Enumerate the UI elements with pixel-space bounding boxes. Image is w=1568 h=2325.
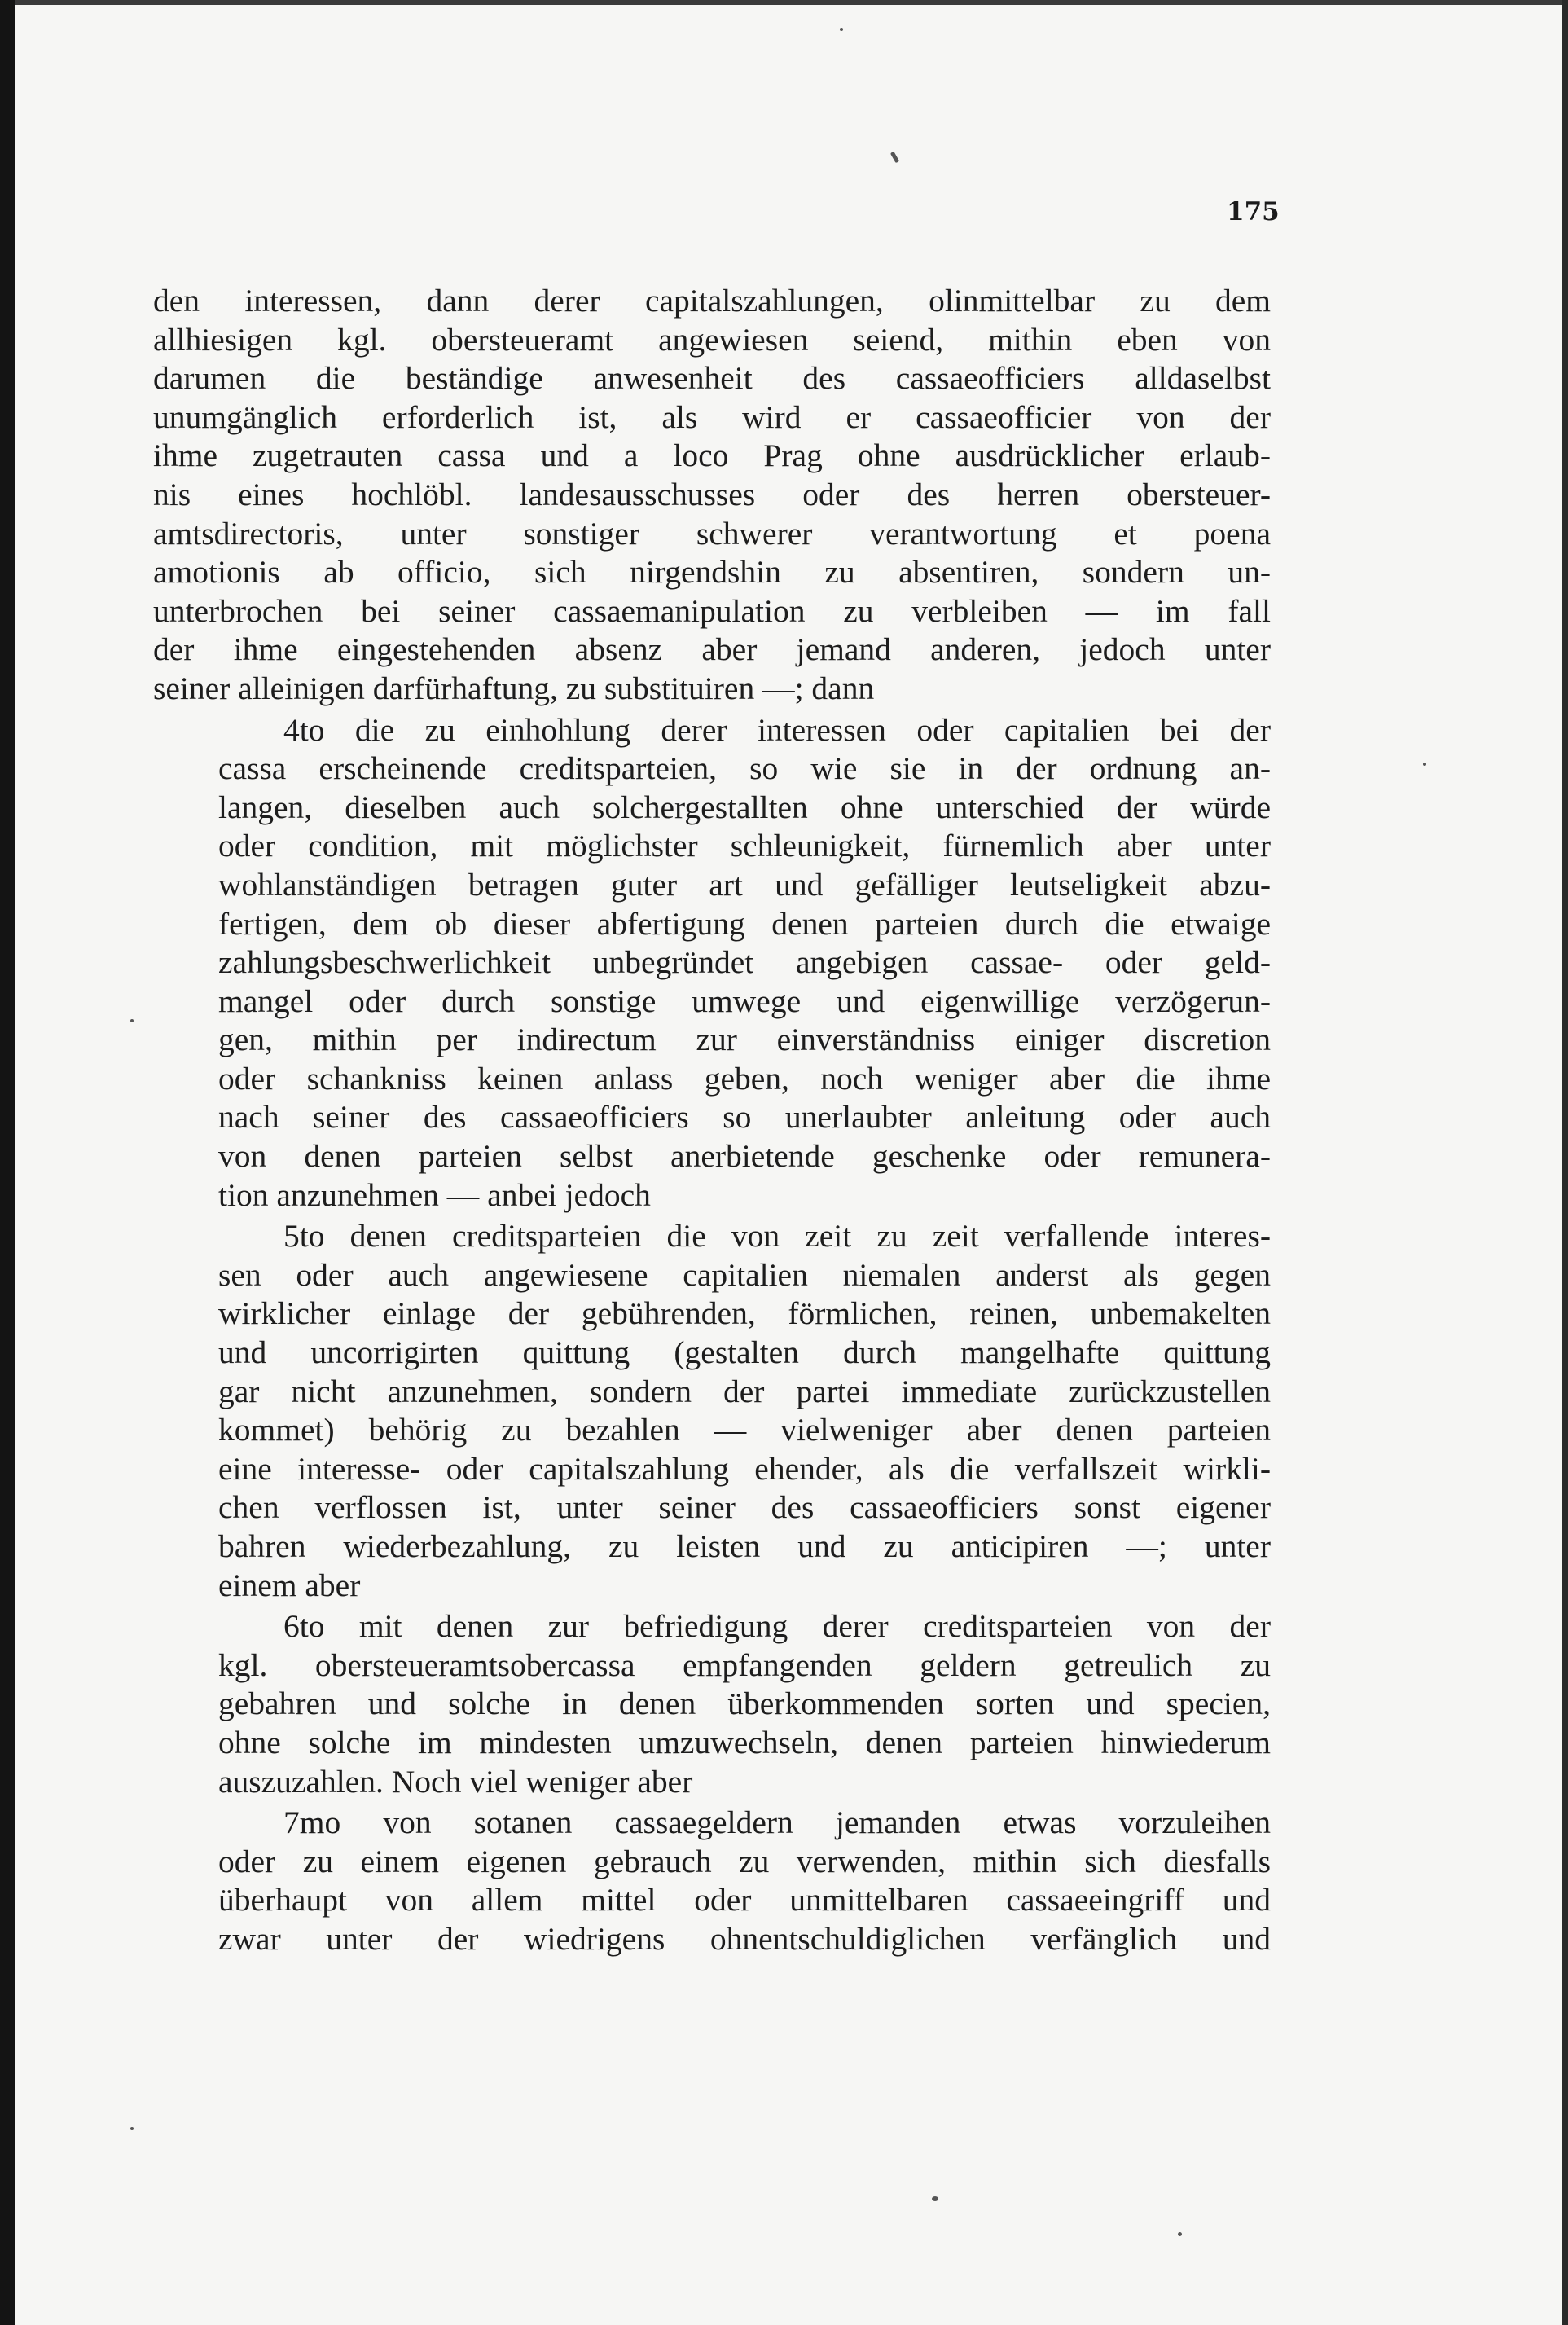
text-line: seiner alleinigen darfürhaftung, zu substituiren —; dann [153, 670, 875, 706]
text-line: kommet) behörig zu bezahlen — vielweniger aber denen parteien [218, 1412, 1271, 1448]
text-line: bahren wiederbezahlung, zu leisten und zu anticipiren —; unter [218, 1528, 1271, 1564]
text-line: oder schankniss keinen anlass geben, noch weniger aber die ihme [218, 1060, 1271, 1097]
text-line: unumgänglich erforderlich ist, als wird er cassaeofficier von der [153, 398, 1271, 435]
text-line: cassa erscheinende creditsparteien, so wie sie in der ordnung an- [218, 750, 1271, 787]
text-line: darumen die beständige anwesenheit des cassaeofficiers alldaselbst [153, 360, 1271, 397]
text-line: 4to die zu einhohlung derer interessen oder capitalien bei der [283, 711, 1271, 748]
text-line: chen verflossen ist, unter seiner des cassaeofficiers sonst eigener [218, 1489, 1271, 1526]
scan-speck [130, 2127, 134, 2130]
text-line: nach seiner des cassaeofficiers so unerlaubter anleitung oder auch [218, 1099, 1271, 1136]
scan-speck [890, 152, 899, 164]
text-line: 6to mit denen zur befriedigung derer creditsparteien von der [283, 1608, 1271, 1645]
text-line: 7mo von sotanen cassaegeldern jemanden etwas vorzuleihen [283, 1804, 1271, 1841]
text-line: langen, dieselben auch solchergestallten ohne unterschied der würde [218, 789, 1271, 825]
text-line: zwar unter der wiedrigens ohnentschuldiglichen verfänglich und [218, 1920, 1271, 1957]
text-line: gar nicht anzunehmen, sondern der partei immediate zurückzustellen [218, 1373, 1271, 1409]
text-line: mangel oder durch sonstige umwege und eigenwillige verzögerun- [218, 982, 1271, 1019]
text-line: sen oder auch angewiesene capitalien niemalen anderst als gegen [218, 1256, 1271, 1293]
scan-speck [840, 28, 843, 31]
text-line: oder zu einem eigenen gebrauch zu verwenden, mithin sich diesfalls [218, 1843, 1271, 1879]
text-line: fertigen, dem ob dieser abfertigung denen parteien durch die etwaige [218, 905, 1271, 942]
paragraph-item-5 [153, 1217, 1271, 1605]
text-line: gebahren und solche in denen überkommenden sorten und specien, [218, 1686, 1271, 1722]
text-line: unterbrochen bei seiner cassaemanipulation zu verbleiben — im fall [153, 592, 1271, 629]
scan-speck [130, 1019, 134, 1022]
text-line: oder condition, mit möglichster schleunigkeit, fürnemlich aber unter [218, 828, 1271, 864]
text-line: und uncorrigirten quittung (gestalten durch mangelhafte quittung [218, 1334, 1271, 1371]
text-line: der ihme eingestehenden absenz aber jemand anderen, jedoch unter [153, 631, 1271, 668]
document-body [153, 282, 1271, 1962]
text-line: amotionis ab officio, sich nirgendshin zu absentiren, sondern un- [153, 554, 1271, 591]
text-line: auszuzahlen. Noch viel weniger aber [218, 1763, 693, 1800]
text-line: ohne solche im mindesten umzuwechseln, denen parteien hinwiederum [218, 1724, 1271, 1760]
text-line: wirklicher einlage der gebührenden, förmlichen, reinen, unbemakelten [218, 1295, 1271, 1332]
text-line: eine interesse- oder capitalszahlung ehender, als die verfallszeit wirkli- [218, 1450, 1271, 1487]
text-line: allhiesigen kgl. obersteueramt angewiesen seiend, mithin eben von [153, 321, 1271, 358]
text-line: tion anzunehmen — anbei jedoch [218, 1176, 651, 1213]
text-line: wohlanständigen betragen guter art und gefälliger leutseligkeit abzu- [218, 866, 1271, 903]
paragraph-item-7 [153, 1804, 1271, 1958]
paragraph-item-4 [153, 711, 1271, 1215]
text-line: zahlungsbeschwerlichkeit unbegründet angebigen cassae- oder geld- [218, 944, 1271, 981]
text-line: nis eines hochlöbl. landesausschusses oder des herren obersteuer- [153, 476, 1271, 512]
text-line: von denen parteien selbst anerbietende geschenke oder remunera- [218, 1138, 1271, 1175]
scan-border-right [1562, 0, 1568, 2325]
paragraph-intro [153, 282, 1271, 709]
text-line: gen, mithin per indirectum zur einverständniss einiger discretion [218, 1022, 1271, 1058]
text-line: 5to denen creditsparteien die von zeit zu zeit verfallende interes- [283, 1218, 1271, 1255]
text-line: ihme zugetrauten cassa und a loco Prag ohne ausdrücklicher erlaub- [153, 437, 1271, 474]
scan-speck [1423, 763, 1426, 766]
text-line: kgl. obersteueramtsobercassa empfangenden geldern getreulich zu [218, 1646, 1271, 1683]
page-number: 175 [1227, 197, 1280, 226]
scan-speck [932, 2196, 938, 2201]
scanned-page [15, 5, 1562, 2325]
text-line: einem aber [218, 1567, 361, 1603]
text-line: überhaupt von allem mittel oder unmittelbaren cassaeeingriff und [218, 1882, 1271, 1918]
text-line: amtsdirectoris, unter sonstiger schwerer verantwortung et poena [153, 515, 1271, 552]
text-line: den interessen, dann derer capitalszahlungen, olinmittelbar zu dem [153, 283, 1271, 319]
paragraph-item-6 [153, 1607, 1271, 1801]
scan-border-left [0, 0, 15, 2325]
scan-speck [1178, 2232, 1182, 2236]
